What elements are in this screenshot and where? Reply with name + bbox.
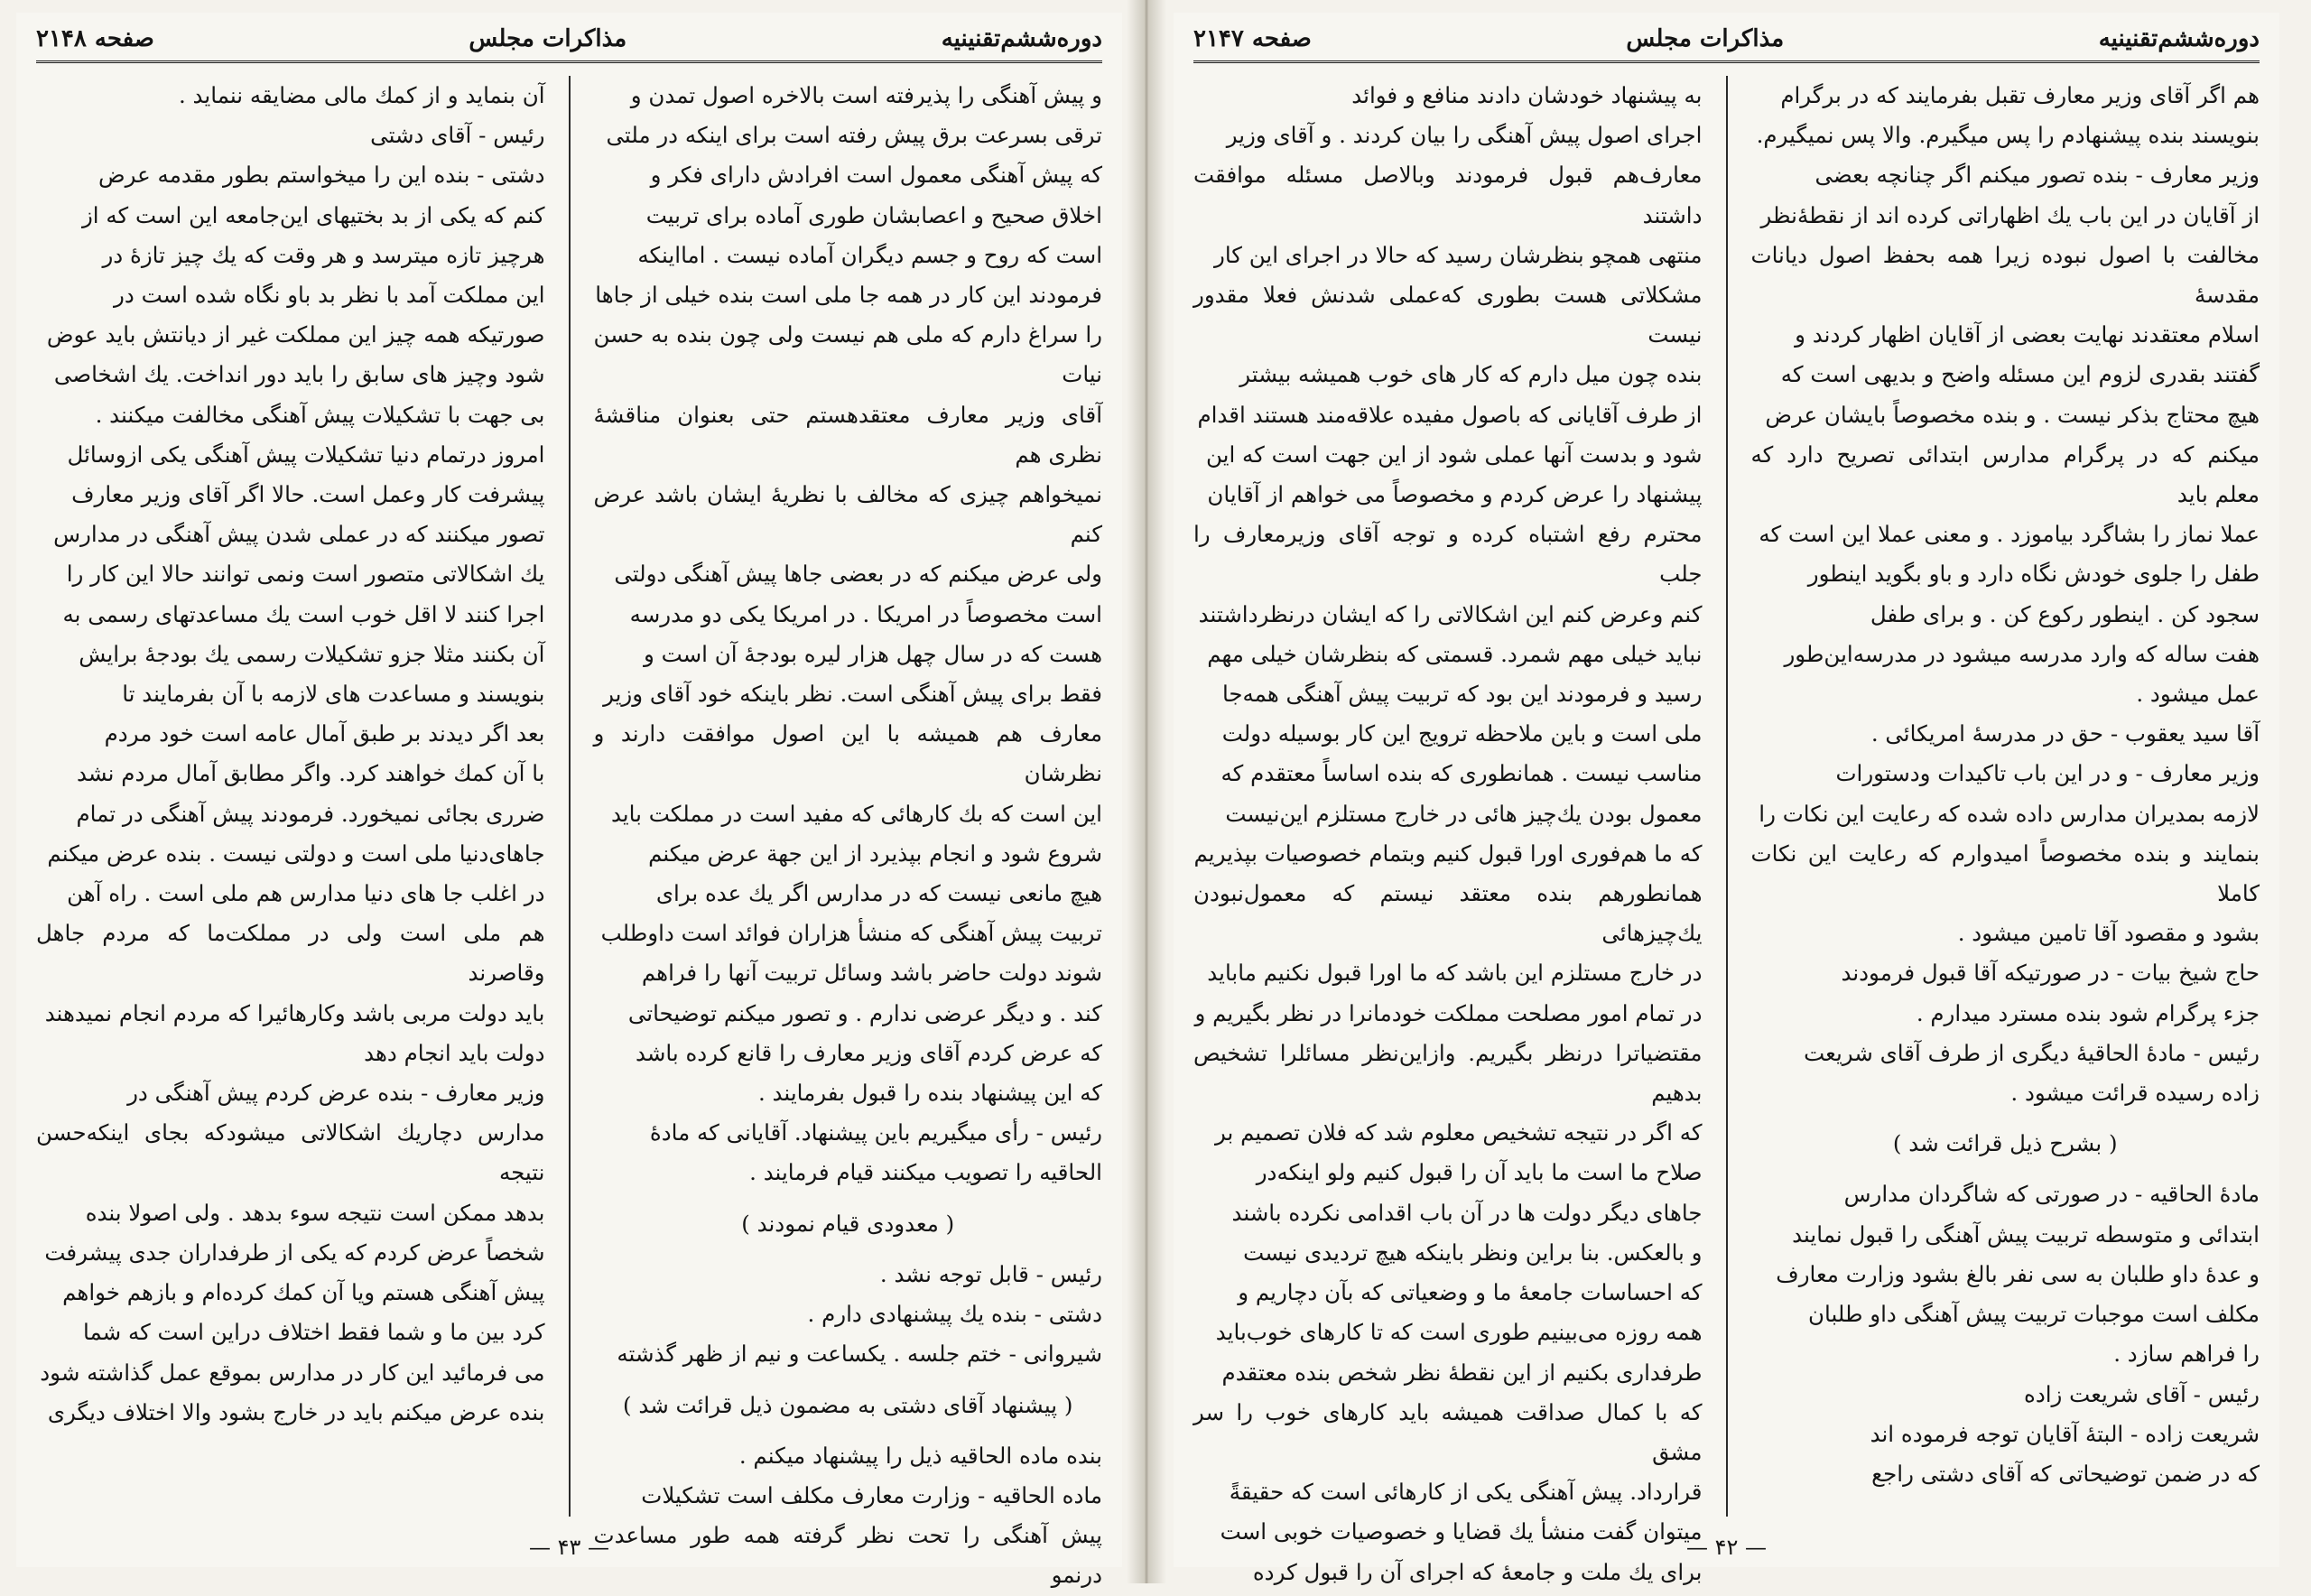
text-line: بنده ماده الحاقیه ذیل را پیشنهاد میکنم . — [738, 1442, 1102, 1469]
text-column-right — [1751, 76, 2260, 1517]
header-rule — [36, 60, 1102, 63]
text-line: مخالفت با اصول نبوده زیرا همه بحفظ اصول دیانات مقدسهٔ — [1750, 241, 2260, 309]
journal-title: مذاکرات مجلس — [1626, 25, 1785, 52]
text-line: اخلاق صحیح و اعصابشان طوری آماده برای تربیت — [645, 201, 1102, 228]
text-line: به پیشنهاد خودشان دادند منافع و فوائد — [1351, 82, 1703, 108]
text-line: میتوان گفت منشأ یك قضایا و خصوصیات خوبی است — [1220, 1518, 1703, 1545]
text-line: اسلام معتقدند نهایت بعضی از آقایان اظهار کردند و — [1795, 321, 2260, 348]
text-line: که احساسات جامعهٔ ما و وضعیاتی که بآن دچاریم و — [1238, 1279, 1703, 1306]
text-line: مقتضیاترا درنظر بگیریم. وازاین‌نظر مسائلرا تشخیص بدهیم — [1193, 1039, 1703, 1107]
text-line: ضرری بجائی نمیخورد. فرمودند پیش آهنگی در تمام — [76, 800, 545, 827]
text-line: جزء پرگرام شود بنده مسترد میدارم . — [1916, 999, 2260, 1026]
text-line: شود وچیز های سابق را باید دور انداخت. یك اشخاصی — [53, 361, 545, 388]
text-line: و بالعکس. بنا براین ونظر باینکه هیچ تردیدی نیست — [1243, 1239, 1703, 1266]
session-label: دوره‌ششم‌تقنینیه — [2098, 25, 2260, 52]
page-number-label: صفحه ۲۱۴۸ — [36, 25, 154, 52]
text-line: سجود کن . اینطور رکوع کن . و برای طفل — [1870, 600, 2260, 627]
text-line: که پیش آهنگی معمول است افرادش دارای فکر و — [650, 162, 1102, 189]
text-line: ( معدودی قیام نمودند ) — [741, 1210, 955, 1237]
text-line: هم اگر آقای وزیر معارف تقبل بفرمایند که در برگرام — [1780, 82, 2260, 108]
text-line: یك اشکالاتی متصور است ونمی توانند حالا این کار را — [66, 561, 545, 588]
text-line: بنده عرض میکنم باید در خارج بشود والا اختلاف دیگری — [47, 1398, 545, 1425]
column-divider — [569, 76, 571, 1517]
text-line: کنم که یکی از بد بختیهای این‌جامعه این است که از — [81, 201, 545, 228]
running-head-2148 — [36, 18, 1102, 60]
text-line: مادهٔ الحاقیه - در صورتی که شاگردان مدارس — [1843, 1181, 2260, 1208]
text-line: است که روح و جسم دیگران آماده نیست . امااینکه — [637, 241, 1102, 268]
text-line: آقای وزیر معارف معتقدهستم حتی بعنوان مناقشهٔ نظری هم — [593, 401, 1102, 468]
text-line: الحاقیه را تصویب میکنند قیام فرمایند . — [749, 1159, 1102, 1186]
text-line: که عرض کردم آقای وزیر معارف را قانع کرده باشد — [636, 1039, 1102, 1066]
text-line: مکلف است موجبات تربیت پیش آهنگی داو طلبان — [1807, 1301, 2260, 1328]
text-line: دشتی - بنده این را میخواستم بطور مقدمه عرض — [98, 162, 545, 189]
text-line: رئیس - آقای شریعت زاده — [2024, 1380, 2260, 1407]
journal-title: مذاکرات مجلس — [469, 25, 627, 52]
text-line: صلاح ما است ما باید آن را قبول کنیم ولو اینکه‌در — [1256, 1159, 1703, 1186]
text-line: میکنم که در پرگرام مدارس ابتدائی تصریح دارد که معلم باید — [1750, 441, 2260, 508]
text-line: رئیس - آقای دشتی — [370, 122, 545, 149]
text-line: شروع شود و انجام بپذیرد از این جهة عرض میکنم — [648, 840, 1102, 867]
text-line: بشود و مقصود آقا تامین میشود . — [1957, 920, 2260, 947]
text-line: کنم وعرض کنم این اشکالاتی را که ایشان درنظرداشتند — [1198, 600, 1703, 627]
text-line: کند . و دیگر عرضی ندارم . و تصور میکنم توضیحاتی — [627, 999, 1102, 1026]
text-line: معارف‌هم قبول فرمودند وبالاصل مسئله موافقت داشتند — [1193, 162, 1703, 228]
text-line: دولت باید انجام دهد — [364, 1039, 545, 1066]
text-line: اجرای اصول پیش آهنگی را بیان کردند . و آقای وزیر — [1226, 122, 1703, 149]
text-column-left — [36, 76, 545, 1517]
text-line: در تمام امور مصلحت مملکت خودمانرا در نظر بگیریم و — [1194, 999, 1703, 1026]
text-line: آقا سید یعقوب - حق در مدرسهٔ امریکائی . — [1870, 720, 2260, 747]
text-line: فقط برای پیش آهنگی است. نظر باینکه خود آقای وزیر — [603, 681, 1102, 708]
text-line: منتهی همچو بنظرشان رسید که حالا در اجرای این کار — [1213, 241, 1703, 268]
text-line: مدارس دچاریك اشکالاتی میشودکه بجای اینکه‌حسن نتیجه — [36, 1119, 545, 1186]
text-column-right — [593, 76, 1103, 1589]
text-line: قرارداد. پیش آهنگی یکی از کارهائی است که حقیقةً — [1229, 1479, 1703, 1506]
text-line: پیشنهاد را عرض کردم و مخصوصاً می خواهم از آقایان — [1207, 481, 1703, 508]
page-2147 — [1174, 13, 2279, 1585]
text-line: که این پیشنهاد بنده را قبول بفرمایند . — [757, 1080, 1102, 1107]
text-line: هیچ محتاج بذکر نیست . و بنده مخصوصاً بایشان عرض — [1765, 401, 2260, 428]
text-line: هیچ مانعی نیست که در مدارس اگر یك عده برای — [655, 880, 1102, 907]
text-line: که با کمال صداقت همیشه باید کارهای خوب را سر مشق — [1193, 1398, 1703, 1465]
text-line: باید دولت مربی باشد وکارهائیرا که مردم انجام نمیدهند — [44, 999, 545, 1026]
book-gutter — [1127, 0, 1166, 1583]
text-line: تربیت پیش آهنگی که منشأ هزاران فوائد است داوطلب — [600, 920, 1102, 947]
text-line: می فرمائید این کار در مدارس بموقع عمل گذاشته شود — [40, 1359, 545, 1386]
text-line: که اگر در نتیجه تشخیص معلوم شد که فلان تصمیم بر — [1214, 1119, 1703, 1146]
text-line: لازمه بمدیران مدارس داده شده که رعایت این نکات را — [1759, 800, 2260, 827]
text-line: بنمایند و بنده مخصوصاً امیدوارم که رعایت این نکات کاملا — [1750, 840, 2260, 907]
text-line: رئیس - مادهٔ الحاقیهٔ دیگری از طرف آقای شریعت — [1804, 1039, 2260, 1066]
text-line: محترم رفع اشتباه کرده و توجه آقای وزیرمعارف را جلب — [1193, 521, 1703, 588]
text-line: را فراهم سازد . — [2113, 1341, 2260, 1368]
column-divider — [1726, 76, 1728, 1517]
text-line: تصور میکنند که در عملی شدن پیش آهنگی در مدارس — [53, 521, 545, 548]
text-line: هفت ساله که وارد مدرسه میشود در مدرسه‌این‌طور — [1784, 640, 2260, 667]
text-line: ( بشرح ذیل قرائت شد ) — [1892, 1130, 2118, 1157]
text-line: پیش آهنگی هستم ویا آن کمك کرده‌ام و بازهم خواهم — [62, 1279, 545, 1306]
text-line: ولی عرض میکنم که در بعضی جاها پیش آهنگی دولتی — [614, 561, 1102, 588]
text-line: عملا نماز را بشاگرد بیاموزد . و معنی عملا این است که — [1759, 521, 2260, 548]
text-line: همه روزه می‌بینیم طوری است که تا کارهای خوب‌باید — [1215, 1319, 1703, 1346]
text-line: ( پیشنهاد آقای دشتی به مضمون ذیل قرائت شد ) — [623, 1391, 1073, 1418]
text-line: شریعت زاده - البتهٔ آقایان توجه فرموده اند — [1870, 1420, 2260, 1447]
text-line: ترقی بسرعت برق پیش رفته است برای اینکه در ملتی — [606, 122, 1102, 149]
text-line: شخصاً عرض کردم که یکی از طرفداران جدی پیشرفت — [44, 1239, 545, 1266]
text-line: بعد اگر دیدند بر طبق آمال عامه است خود مردم — [104, 720, 545, 747]
text-line: از آقایان در این باب یك اظهاراتی کرده اند از نقطهٔ‌نظر — [1760, 201, 2260, 228]
text-line: این است که بك کارهائی که مفید است در مملکت باید — [610, 800, 1102, 827]
text-line: همانطورهم بنده معتقد نیستم که معمول‌نبودن یك‌چیزهائی — [1193, 880, 1703, 947]
text-line: کرد بین ما و شما فقط اختلاف دراین است که شما — [83, 1319, 545, 1346]
text-line: ابتدائی و متوسطه تربیت پیش آهنگی را قبول نمایند — [1792, 1220, 2260, 1248]
text-line: در اغلب جا های دنیا مدارس هم ملی است . راه آهن — [67, 880, 545, 907]
folio-number: — ۴۲ — — [1685, 1535, 1768, 1560]
text-line: بنده چون میل دارم که کار های خوب همیشه بیشتر — [1239, 361, 1703, 388]
text-line: که ما هم‌فوری اورا قبول کنیم وبتمام خصوصیات بپذیریم — [1193, 840, 1703, 867]
text-line: رئیس - قابل توجه نشد . — [879, 1260, 1102, 1287]
text-line: با آن کمك خواهند کرد. واگر مطابق آمال مردم نشد — [76, 760, 545, 787]
text-line: را سراغ دارم که ملی هم نیست ولی چون بنده به حسن نیات — [593, 321, 1102, 388]
text-line: رئیس - رأی میگیریم باین پیشنهاد. آقایانی که مادهٔ — [649, 1119, 1102, 1146]
text-line: جاهای دیگر دولت ها در آن باب اقدامی نکرده باشند — [1231, 1199, 1703, 1226]
text-line: که در ضمن توضیحاتی که آقای دشتی راجع — [1871, 1460, 2260, 1487]
text-line: دشتی - بنده یك پیشنهادی دارم . — [807, 1301, 1102, 1328]
text-line: پیشرفت کار وعمل است. حالا اگر آقای وزیر معارف — [71, 481, 545, 508]
text-line: گفتند بقدری لزوم این مسئله واضح و بدیهی است که — [1780, 361, 2260, 388]
text-line: ملی است و باین ملاحظه ترویج این کار بوسیله دولت — [1221, 720, 1703, 747]
text-line: آن بکنند مثلا جزو تشکیلات رسمی یك بودجهٔ برایش — [79, 640, 545, 667]
header-rule — [1193, 60, 2260, 63]
text-line: مناسب نیست . همانطوری که بنده اساساً معتقدم که — [1220, 760, 1703, 787]
text-line: معارف هم همیشه با این اصول موافقت دارند و نظرشان — [593, 720, 1102, 787]
text-line: این مملکت آمد با نظر بد باو نگاه شده است در — [114, 282, 545, 309]
text-line: است مخصوصاً در امریکا . در امریکا یکی دو مدرسه — [629, 600, 1102, 627]
text-line: هرچیز تازه میترسد و هر وقت که یك چیز تازهٔ در — [102, 241, 545, 268]
text-line: از طرف آقایانی که باصول مفیده علاقه‌مند هستند اقدام — [1197, 401, 1703, 428]
text-line: نباید خیلی مهم شمرد. قسمتی که بنظرشان خیلی مهم — [1207, 640, 1703, 667]
text-line: هم ملی است ولی در مملکت‌ما که مردم جاهل وقاصرند — [36, 920, 545, 987]
session-label: دوره‌ششم‌تقنینیه — [941, 25, 1102, 52]
text-line: وزیر معارف - و در این باب تاکیدات ودستورات — [1835, 760, 2260, 787]
text-column-left — [1193, 76, 1703, 1585]
text-line: عمل میشود . — [2136, 681, 2260, 708]
text-line: طفل را جلوی خودش نگاه دارد و باو بگوید اینطور — [1807, 561, 2260, 588]
text-line: معمول بودن یك‌چیز هائی در خارج مستلزم این‌نیست — [1225, 800, 1703, 827]
text-line: شود و بدست آنها عملی شود از این جهت است که این — [1205, 441, 1703, 468]
text-line: و پیش آهنگی را پذیرفته است بالاخره اصول تمدن و — [630, 82, 1102, 108]
text-line: بنویسند بنده پیشنهادم را پس میگیرم. والا پس نمیگیرم. — [1756, 122, 2260, 149]
text-line: شیروانی - ختم جلسه . یکساعت و نیم از ظهر گذشته — [617, 1341, 1102, 1368]
folio-number: — ۴۳ — — [528, 1535, 610, 1560]
text-line: رسید و فرمودند این بود که تربیت پیش آهنگی همه‌جا — [1221, 681, 1703, 708]
text-line: بی جهت با تشکیلات پیش آهنگی مخالفت میکنند . — [95, 401, 545, 428]
page-number-label: صفحه ۲۱۴۷ — [1193, 25, 1312, 52]
page-2148 — [16, 13, 1122, 1589]
running-head-2147 — [1193, 18, 2260, 60]
text-line: بنویسند و مساعدت های لازمه با آن بفرمایند تا — [122, 681, 545, 708]
text-line: وزیر معارف - بنده عرض کردم پیش آهنگی در — [127, 1080, 545, 1107]
text-line: ماده الحاقیه - وزارت معارف مکلف است تشکیلات — [641, 1481, 1102, 1508]
text-line: برای یك ملت و جامعهٔ که اجرای آن را قبول کرده — [1252, 1558, 1703, 1585]
text-line: آن بنماید و از کمك مالی مضایقه ننماید . — [178, 82, 545, 108]
text-line: و عدهٔ داو طلبان به سی نفر بالغ بشود وزارت معارف — [1776, 1260, 2260, 1287]
text-line: امروز درتمام دنیا تشکیلات پیش آهنگی یکی ازوسائل — [67, 441, 545, 468]
text-line: در خارج مستلزم این باشد که ما اورا قبول نکنیم ماباید — [1207, 960, 1703, 987]
text-line: صورتیکه همه چیز این مملکت غیر از دیانتش باید عوض — [46, 321, 545, 348]
text-line: هست که در سال چهل هزار لیره بودجهٔ آن است و — [643, 640, 1102, 667]
text-line: مشکلاتی هست بطوری که‌عملی شدنش فعلا مقدور نیست — [1193, 282, 1703, 348]
text-line: طرفداری بکنیم از این نقطهٔ نظر شخص بنده معتقدم — [1221, 1359, 1703, 1386]
text-line: فرمودند این کار در همه جا ملی است بنده خیلی از جاها — [595, 282, 1102, 309]
text-line: شوند دولت حاضر باشد وسائل تربیت آنها را فراهم — [641, 960, 1102, 987]
text-line: اجرا کنند لا اقل خوب است یك مساعدتهای رسمی به — [62, 600, 545, 627]
text-line: وزیر معارف - بنده تصور میکنم اگر چنانچه بعضی — [1814, 162, 2260, 189]
text-line: زاده رسیده قرائت میشود . — [2010, 1080, 2260, 1107]
text-line: پیش آهنگی را تحت نظر گرفته همه طور مساعدت درنمو — [593, 1522, 1102, 1589]
text-line: بدهد ممکن است نتیجه سوء بدهد . ولی اصولا بنده — [85, 1199, 545, 1226]
text-line: حاج شیخ بیات - در صورتیکه آقا قبول فرمودند — [1841, 960, 2260, 987]
text-line: جاهای‌دنیا ملی است و دولتی نیست . بنده عرض میکنم — [47, 840, 545, 867]
text-line: نمیخواهم چیزی که مخالف با نظریهٔ ایشان باشد عرض کنم — [593, 481, 1102, 548]
